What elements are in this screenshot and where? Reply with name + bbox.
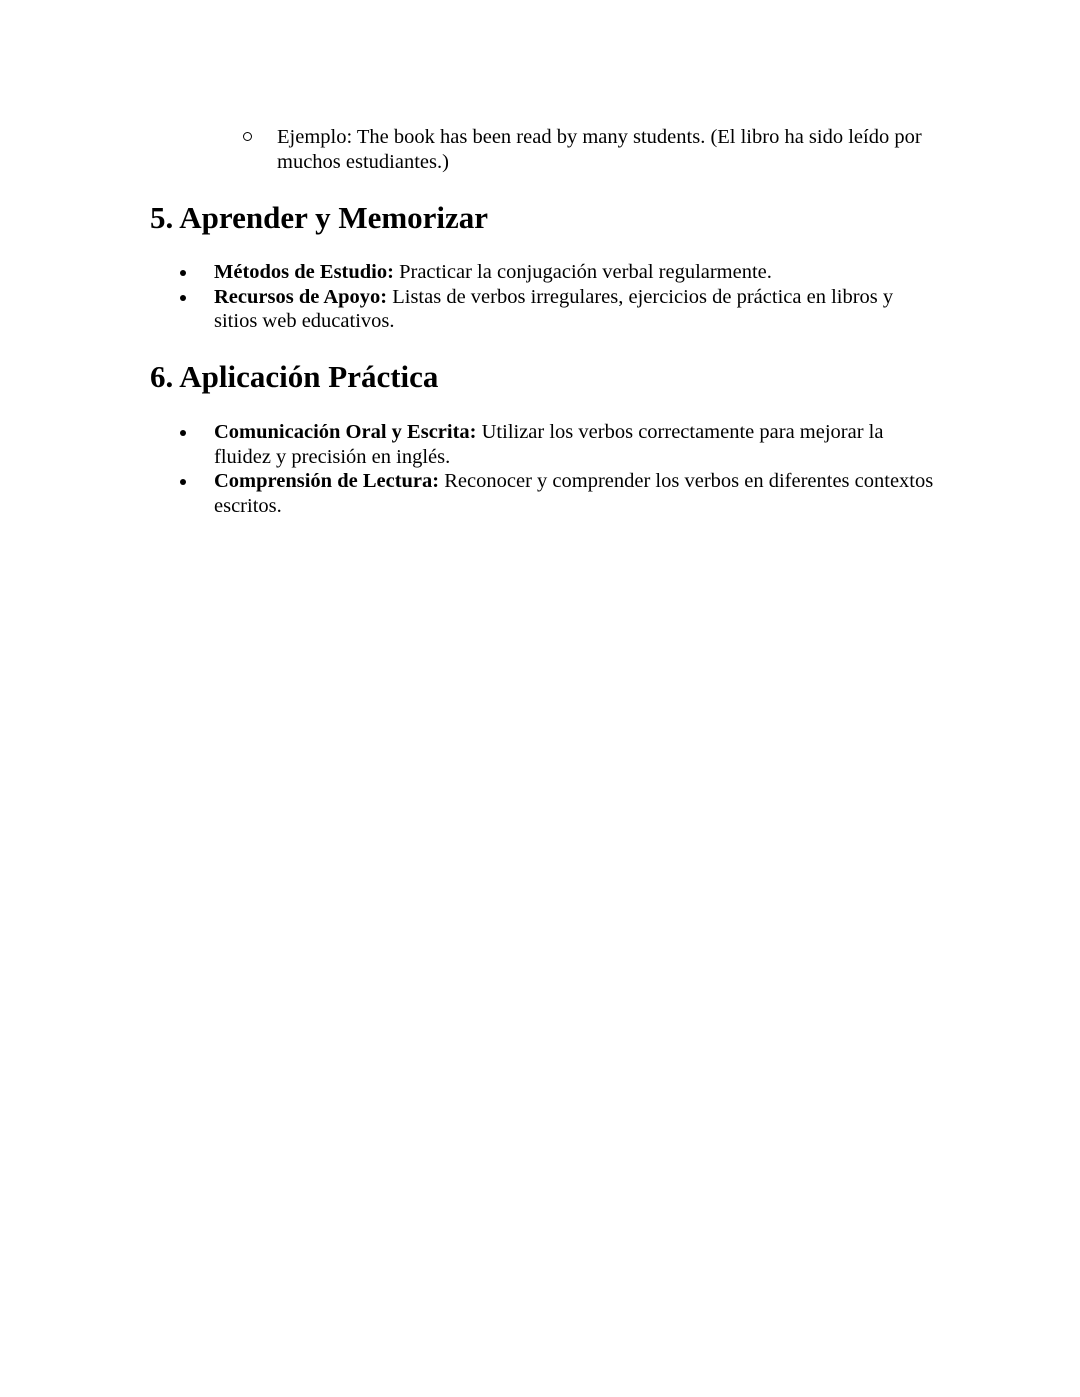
item-text: Practicar la conjugación verbal regularmente.: [393, 261, 772, 283]
section-6-bullet-list: [214, 420, 934, 518]
list-item: [214, 469, 934, 518]
item-text: Utilizar los verbos correctamente para mejorar la fluidez y precisión en inglés.: [214, 421, 884, 468]
section-5-bullet-list: [214, 260, 934, 334]
list-item: [214, 260, 934, 285]
bullet-dot-icon: [180, 295, 186, 301]
item-term: Comunicación Oral y Escrita:: [214, 421, 477, 443]
item-term: Métodos de Estudio:: [214, 261, 394, 283]
bullet-dot-icon: [180, 430, 186, 436]
hollow-circle-bullet-icon: [243, 132, 252, 141]
item-term: Comprensión de Lectura:: [214, 470, 440, 492]
list-item: [214, 420, 934, 469]
section-heading-aplicacion-practica: 6. Aplicación Práctica: [150, 359, 439, 394]
item-term: Recursos de Apoyo:: [214, 285, 388, 308]
item-text: Reconocer y comprender los verbos en diferentes contextos escritos.: [214, 470, 934, 517]
section-heading-aprender-memorizar: 5. Aprender y Memorizar: [150, 200, 489, 235]
example-sub-item: Ejemplo: The book has been read by many students. (El libro ha sido leído por muchos estudiantes.): [277, 126, 922, 173]
item-text: Listas de verbos irregulares, ejercicios de práctica en libros y sitios web educativos.: [214, 285, 894, 332]
bullet-dot-icon: [180, 270, 186, 276]
list-item: [214, 285, 934, 334]
bullet-dot-icon: [180, 479, 186, 485]
